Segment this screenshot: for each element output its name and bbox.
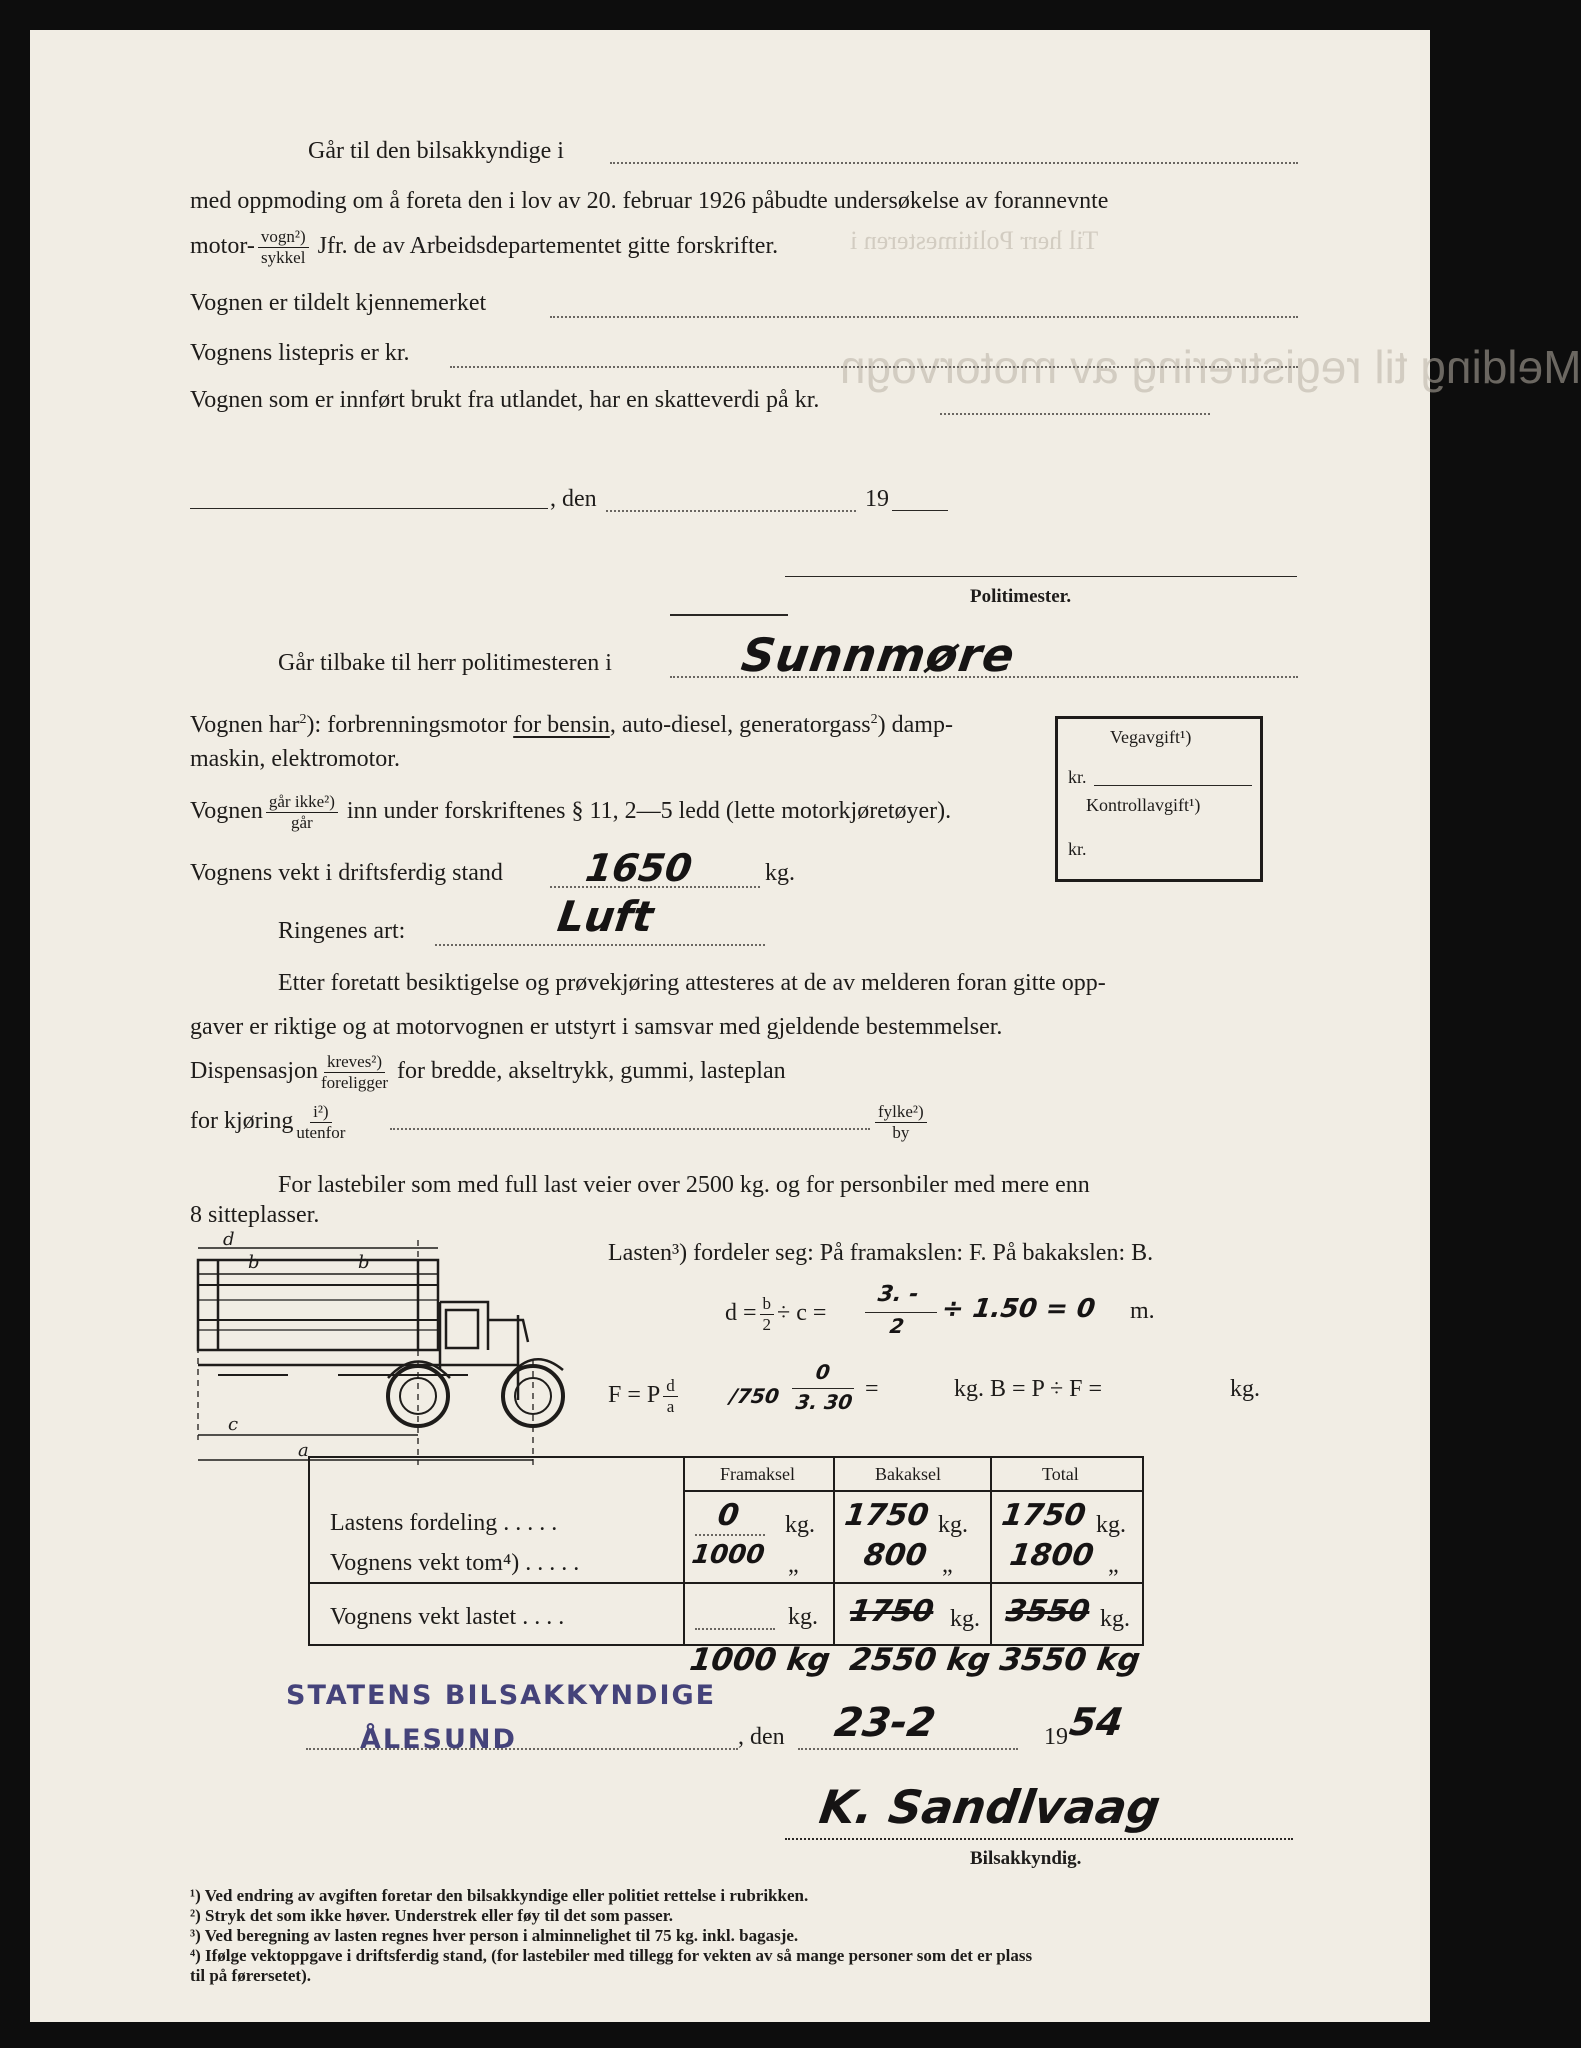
- dispensation-line: [190, 1052, 786, 1093]
- f-hw-bottom: 3. 30: [794, 1390, 854, 1414]
- dim-label-b1: b: [248, 1252, 260, 1273]
- footnote-2: ²) Stryk det som ikke høver. Understrek eller føy til det som passer.: [190, 1906, 673, 1925]
- frac-by: by: [892, 1123, 910, 1142]
- weight-unit: kg.: [765, 860, 795, 886]
- footnote-4-cont: til på førersetet).: [190, 1966, 311, 1985]
- r1-rear-value: 1750: [842, 1498, 931, 1533]
- cargo-bed-rails: [198, 1285, 438, 1320]
- dim-label-b2: b: [358, 1252, 370, 1273]
- footnote-1: ¹) Ved endring av avgiften foretar den bilsakkyndige eller politiet rettelse i rubrikken.: [190, 1886, 809, 1905]
- r1-rear-kg: kg.: [938, 1512, 968, 1538]
- d-formula-b: ÷ c =: [777, 1300, 827, 1327]
- bleed-through-title: Melding til registrering av motorvogn: [840, 341, 1581, 393]
- tires-field[interactable]: [435, 944, 765, 946]
- f-kg-end: kg.: [1230, 1376, 1260, 1402]
- r2-total-value: 1800: [1007, 1538, 1096, 1573]
- politimester-signature-line[interactable]: [785, 576, 1297, 577]
- frac-foreligger: foreligger: [321, 1073, 389, 1092]
- row-label-vekt-lastet: Vognens vekt lastet . . . .: [330, 1604, 565, 1630]
- r2-front-ditto: „: [788, 1552, 799, 1578]
- imported-label: Vognen som er innført brukt fra utlandet, har en skatteverdi på kr.: [190, 387, 820, 413]
- load-intro: Lasten³) fordeler seg: På framakslen: F. På bakakslen: B.: [608, 1240, 1154, 1266]
- goes-to-label: Går til den bilsakkyndige i: [308, 138, 564, 164]
- frac-a: a: [666, 1397, 675, 1416]
- frac-sykkel: sykkel: [261, 248, 306, 267]
- vegavgift-kr: kr.: [1068, 767, 1087, 787]
- stamp-line-2: ÅLESUND: [360, 1724, 517, 1755]
- date-handwriting: 23-2: [831, 1700, 939, 1746]
- d-formula-a: d =: [725, 1300, 757, 1327]
- vegavgift-field[interactable]: [1094, 785, 1252, 786]
- r3-front-field[interactable]: [695, 1628, 775, 1630]
- frac-i: i²): [310, 1102, 331, 1123]
- listprice-field[interactable]: [450, 366, 1298, 368]
- frac-kreves: kreves²): [324, 1052, 385, 1073]
- engine-sup-1: 2: [299, 712, 307, 727]
- gaar-fraction: [266, 792, 338, 833]
- r2-front-value: 1000: [689, 1540, 767, 1570]
- f-kg-b: kg. B = P ÷ F =: [954, 1376, 1103, 1402]
- r2-total-ditto: „: [1108, 1552, 1119, 1578]
- d-hw-fraction-bar: [865, 1312, 937, 1313]
- d-over-a-fraction: [663, 1376, 678, 1417]
- frac-d: d: [663, 1376, 678, 1397]
- fylke-by-fraction: [872, 1102, 930, 1143]
- goes-to-field[interactable]: [610, 162, 1298, 164]
- signature-handwriting: K. Sandlvaag: [816, 1780, 1164, 1834]
- r1-total-value: 1750: [999, 1498, 1088, 1533]
- driving-line: [190, 1102, 348, 1143]
- motor-line: [190, 227, 778, 268]
- r3-total-kg: kg.: [1100, 1606, 1130, 1632]
- engine-line-2: maskin, elektromotor.: [190, 746, 400, 772]
- d-hw-top: 3. -: [876, 1282, 921, 1307]
- frac-b: b: [760, 1294, 775, 1315]
- corrected-front: 1000 kg: [687, 1642, 833, 1678]
- cab-window: [446, 1310, 478, 1348]
- vegavgift-label: Vegavgift¹): [1110, 727, 1192, 747]
- d-hw-rest: ÷ 1.50 = 0: [939, 1294, 1098, 1324]
- r1-total-kg: kg.: [1096, 1512, 1126, 1538]
- year-field-1[interactable]: [892, 510, 948, 511]
- motor-prefix: motor-: [190, 233, 255, 260]
- footnote-3: ³) Ved beregning av lasten regnes hver person i alminnelighet til 75 kg. inkl. bagasje.: [190, 1926, 799, 1945]
- corrected-rear: 2550 kg: [847, 1642, 993, 1678]
- bilsakkyndig-label: Bilsakkyndig.: [970, 1848, 1082, 1869]
- politimester-label: Politimester.: [970, 586, 1072, 607]
- engine-underlined-fuel: for bensin: [513, 712, 610, 738]
- vogn-sykkel-fraction: [258, 227, 309, 268]
- year-handwriting: 54: [1066, 1700, 1126, 1744]
- signature-line[interactable]: [785, 1838, 1293, 1840]
- frac-gaar-ikke: går ikke²): [266, 792, 338, 813]
- table-col-divider-1: [683, 1458, 685, 1644]
- den-label-1: , den: [550, 486, 597, 512]
- r2-rear-value: 800: [861, 1538, 930, 1573]
- f-hw-fraction-bar: [792, 1388, 854, 1389]
- f-eq: =: [865, 1376, 879, 1402]
- f-formula: [608, 1376, 681, 1417]
- date-field-2[interactable]: [798, 1748, 1018, 1750]
- d-unit: m.: [1130, 1298, 1155, 1324]
- d-hw-bottom: 2: [888, 1314, 906, 1338]
- plate-label: Vognen er tildelt kjennemerket: [190, 290, 487, 316]
- trucks-line-1: For lastebiler som med full last veier over 2500 kg. og for personbiler med mere enn: [278, 1172, 1090, 1198]
- date-field-1[interactable]: [606, 510, 856, 512]
- classification-line: [190, 792, 951, 833]
- dispensation-prefix: Dispensasjon: [190, 1058, 318, 1085]
- row-label-lastens-fordeling: Lastens fordeling . . . . .: [330, 1510, 558, 1536]
- r2-rear-ditto: „: [942, 1552, 953, 1578]
- cargo-bed-boards: [198, 1300, 438, 1330]
- listprice-label: Vognens listepris er kr.: [190, 340, 410, 366]
- engine-sup-2: 2: [870, 712, 878, 727]
- f-hw-top: 0: [814, 1360, 832, 1384]
- kontrollavgift-kr: kr.: [1068, 839, 1087, 859]
- table-col-divider-3: [990, 1458, 992, 1644]
- frac-fylke: fylke²): [875, 1102, 927, 1123]
- r3-rear-kg: kg.: [950, 1606, 980, 1632]
- col-header-total: Total: [1042, 1464, 1079, 1484]
- dim-label-a: a: [298, 1440, 309, 1461]
- fee-box: [1055, 716, 1263, 882]
- corrected-total: 3550 kg: [997, 1642, 1143, 1678]
- attest-line-2: gaver er riktige og at motorvognen er utstyrt i samsvar med gjeldende bestemmelser.: [190, 1014, 1003, 1040]
- row-label-vekt-tom: Vognens vekt tom⁴) . . . . .: [330, 1550, 580, 1576]
- kreves-fraction: [321, 1052, 388, 1093]
- f-formula-p: F = P: [608, 1382, 661, 1409]
- kontrollavgift-label: Kontrollavgift¹): [1086, 795, 1201, 815]
- return-label: Går tilbake til herr politimesteren i: [278, 650, 612, 676]
- fylke-fraction: [875, 1102, 927, 1143]
- request-line: med oppmoding om å foreta den i lov av 20. februar 1926 påbudte undersøkelse av forannevnte: [190, 188, 1109, 214]
- r1-front-field[interactable]: [695, 1534, 765, 1536]
- d-formula: [725, 1294, 826, 1335]
- motor-suffix: Jfr. de av Arbeidsdepartementet gitte forskrifter.: [317, 233, 779, 260]
- imported-value-field[interactable]: [940, 413, 1210, 415]
- place-field-1[interactable]: [190, 508, 548, 509]
- b-half-fraction: [760, 1294, 775, 1335]
- place-field-2[interactable]: [306, 1748, 738, 1750]
- dispensation-suffix: for bredde, akseltrykk, gummi, lasteplan: [397, 1058, 786, 1085]
- frac-2: 2: [762, 1315, 772, 1334]
- table-col-divider-2: [833, 1458, 835, 1644]
- table-header-rule: [683, 1490, 1142, 1492]
- attest-line-1: Etter foretatt besiktigelse og prøvekjøring attesteres at de av melderen foran gitte opp-: [278, 970, 1106, 996]
- frac-vogn: vogn²): [258, 227, 309, 248]
- classification-suffix: inn under forskriftenes § 11, 2—5 ledd (lette motorkjøretøyer).: [346, 798, 952, 825]
- tires-value-handwriting: Luft: [554, 892, 657, 941]
- den-label-2: , den: [738, 1724, 785, 1750]
- dim-label-d: d: [223, 1229, 235, 1250]
- driving-prefix: for kjøring: [190, 1108, 294, 1135]
- col-header-bakaksel: Bakaksel: [875, 1464, 941, 1484]
- return-place-handwriting: Sunnmøre: [738, 628, 1019, 682]
- r3-rear-struck-value: 1750: [847, 1594, 936, 1629]
- year-prefix-1: 19: [865, 486, 889, 512]
- driving-area-field[interactable]: [390, 1128, 870, 1130]
- section-divider: [670, 614, 788, 616]
- col-header-framaksel: Framaksel: [720, 1464, 795, 1484]
- engine-text-d: ) damp-: [877, 712, 953, 738]
- i-utenfor-fraction: [296, 1102, 345, 1143]
- r1-front-kg: kg.: [785, 1512, 815, 1538]
- document-page: [30, 30, 1581, 2022]
- classification-prefix: Vognen: [190, 798, 263, 825]
- stamp-line-1: STATENS BILSAKKYNDIGE: [286, 1680, 717, 1711]
- trucks-line-2: 8 sitteplasser.: [190, 1202, 320, 1228]
- truck-diagram: [178, 1230, 618, 1480]
- engine-line-1: [190, 712, 953, 739]
- frac-utenfor: utenfor: [296, 1123, 346, 1142]
- hood: [488, 1320, 528, 1342]
- r3-front-kg: kg.: [788, 1604, 818, 1630]
- year-prefix-2: 19: [1044, 1724, 1068, 1750]
- r3-total-struck-value: 3550: [1003, 1594, 1092, 1629]
- plate-field[interactable]: [550, 316, 1298, 318]
- f-hw-a: /750: [728, 1384, 781, 1408]
- dim-label-c: c: [228, 1414, 239, 1435]
- engine-text-a: Vognen har: [190, 712, 300, 738]
- weight-value-handwriting: 1650: [582, 846, 695, 890]
- table-total-rule: [310, 1582, 1142, 1584]
- bleed-through-addressee: Til herr Politimesteren i: [850, 226, 1099, 255]
- engine-text-b: ): forbrenningsmotor: [306, 712, 514, 738]
- engine-text-c: , auto-diesel, generatorgass: [609, 712, 871, 738]
- frac-gaar: går: [291, 813, 313, 832]
- tires-label: Ringenes art:: [278, 918, 406, 944]
- weight-label: Vognens vekt i driftsferdig stand: [190, 860, 503, 886]
- footnote-4: ⁴) Ifølge vektoppgave i driftsferdig stand, (for lastebiler med tillegg for vekten av så mange personer som det er plass: [190, 1946, 1033, 1965]
- r1-front-value: 0: [715, 1498, 742, 1533]
- distribution-table: [308, 1456, 1144, 1646]
